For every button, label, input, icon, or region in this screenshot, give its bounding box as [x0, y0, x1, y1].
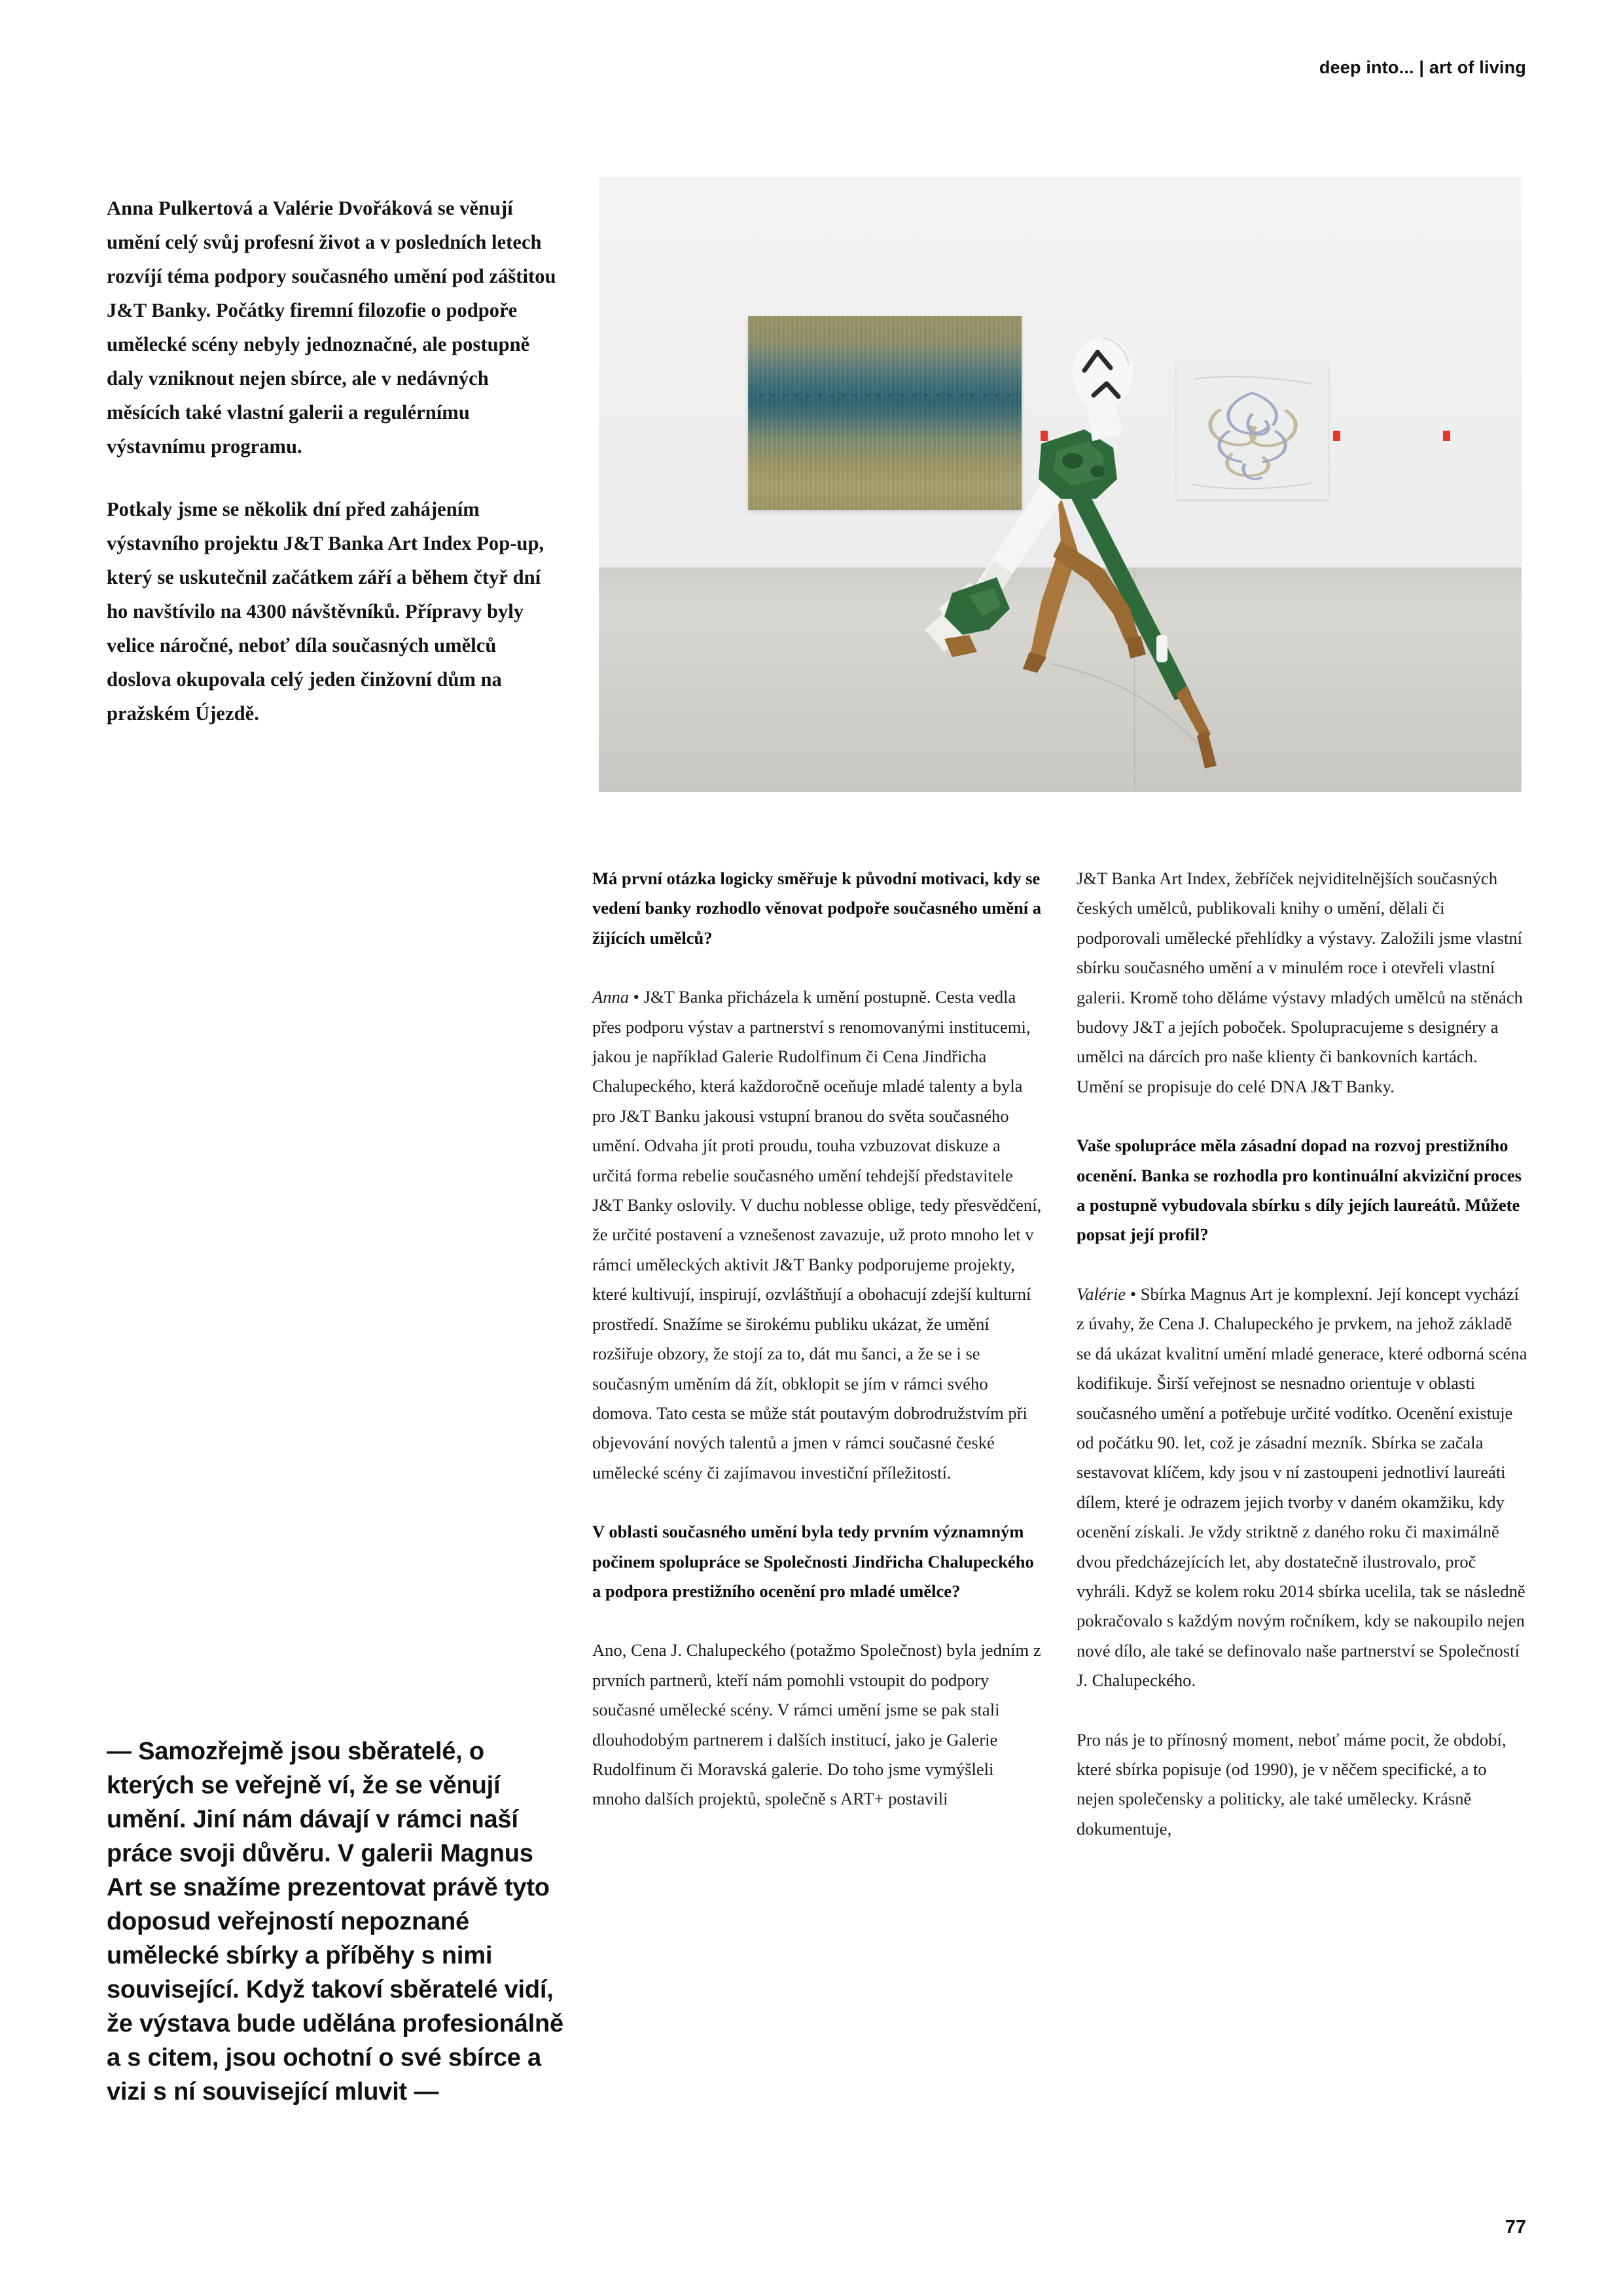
body-column-middle [592, 864, 1044, 1814]
answer-3 [1077, 1280, 1528, 1696]
question-1: Má první otázka logicky směřuje k původní motivaci, kdy se vedení banky rozhodlo věnovat podpoře současného umění a žijících umělců? [592, 869, 1042, 948]
answer-2-continuation: J&T Banka Art Index, žebříček nejviditelnějších současných českých umělců, publikovali knihy o umění, dělali či podporovali umělecké přehlídky a výstavy. Založili jsme vlastní sbírku současného umění a v minulém roce i otevřeli vlastní galerii. Kromě toho děláme výstavy mladých umělců na stěnách budovy J&T a jejích poboček. Spolupracujeme s designéry a umělci na dárcích pro naše klienty či bankovních kartách. Umění se propisuje do celé DNA J&T Banky. [1077, 869, 1523, 1096]
answer-3-text: Sbírka Magnus Art je komplexní. Její koncept vychází z úvahy, že Cena J. Chalupeckého je prvkem, na jehož základě se dá ukázat kvalitní umění mladé generace, které odborná scéna kodifikuje. Širší veřejnost se nesnadno orientuje v oblasti současného umění a potřebuje určité vodítko. Ocenění existuje od počátku 90. let, což je zásadní mezník. Sbírka se začala sestavovat klíčem, kdy jsou v ní zastoupeni jednotliví laureáti dílem, které je odrazem jejich tvorby v daném okamžiku, kdy ocenění získali. Je vždy striktně z daného roku či maximálně dvou předcházejících let, aby dostatečně ilustrovalo, proč vyhráli. Když se kolem roku 2014 sbírka ucelila, tak se následně pokračovalo s každým novým ročníkem, kdy se nakoupilo nejen nové dílo, ale také se definovalo naše partnerství se Společností J. Chalupeckého. [1077, 1283, 1527, 1691]
pull-quote: — Samozřejmě jsou sběratelé, o kterých se veřejně ví, že se věnují umění. Jiní nám dávají v rámci naší práce svoji důvěru. V galerii Magnus Art se snažíme prezentovat právě tyto doposud veřejností nepoznané umělecké sbírky a příběhy s nimi související. Když takoví sběratelé vidí, že výstava bude udělána profesionálně a s citem, jsou ochotní o své sbírce a vizi s ní související mluvit — [107, 1738, 563, 2106]
intro-paragraph-1: Anna Pulkertová a Valérie Dvořáková se věnují umění celý svůj profesní život a v posledních letech rozvíjí téma podpory současného umění pod záštitou J&T Banky. Počátky firemní filozofie o podpoře umělecké scény nebyly jednoznačné, ale postupně daly vzniknout nejen sbírce, ale v nedávných měsících také vlastní galerii a regulérnímu výstavnímu programu. [107, 197, 556, 457]
running-header: deep into... | art of living [1319, 58, 1526, 77]
answer-1-separator: • [629, 987, 644, 1007]
page-number: 77 [1505, 2217, 1526, 2238]
body-column-right [1077, 864, 1528, 1844]
question-2: V oblasti současného umění byla tedy prvním významným počinem spolupráce se Společnosti Jindřicha Chalupeckého a podpora prestižního ocenění pro mladé umělce? [592, 1522, 1034, 1601]
wooden-figure-sculpture-icon [599, 177, 1522, 792]
answer-3-speaker: Valérie [1077, 1283, 1126, 1304]
answer-1-speaker: Anna [592, 987, 630, 1007]
answer-3-separator: • [1126, 1283, 1141, 1304]
answer-3-continuation: Pro nás je to přínosný moment, neboť máme pocit, že období, které sbírka popisuje (od 1990), je v něčem specifické, a to nejen společensky a politicky, ale také umělecky. Krásně dokumentuje, [1077, 1729, 1507, 1839]
answer-2: Ano, Cena J. Chalupeckého (potažmo Společnost) byla jedním z prvních partnerů, kteří nám pomohli vstoupit do podpory současné umělecké scény. V rámci umění jsme se pak stali dlouhodobým partnerem i dalších institucí, jako je Galerie Rudolfinum či Moravská galerie. Do toho jsme vymýšleli mnoho dalších projektů, společně s ART+ postavili [592, 1640, 1041, 1809]
question-3: Vaše spolupráce měla zásadní dopad na rozvoj prestižního ocenění. Banka se rozhodla pro kontinuální akviziční proces a postupně vybudovala sbírku s díly jejích laureátů. Můžete popsat její profil? [1077, 1136, 1522, 1245]
answer-1 [592, 982, 1044, 1488]
intro-paragraph-2: Potkaly jsme se několik dní před zahájením výstavního projektu J&T Banka Art Index Pop-up, který se uskutečnil začátkem září a během čtyř dní ho navštívilo na 4300 návštěvníků. Přípravy byly velice náročné, neboť díla současných umělců doslova okupovala celý jeden činžovní dům na pražském Újezdě. [107, 498, 544, 725]
answer-1-text: J&T Banka přicházela k umění postupně. Cesta vedla přes podporu výstav a partnerství s renomovanými institucemi, jakou je například Galerie Rudolfinum či Cena Jindřicha Chalupeckého, která každoročně oceňuje mladé talenty a byla pro J&T Banku jakousi vstupní branou do světa současného umění. Odvaha jít proti proudu, touha vzbuzovat diskuze a určitá forma rebelie současného umění tehdejší představitele J&T Banky oslovily. V duchu noblesse oblige, tedy přesvědčení, že určité postavení a vznešenost zavazuje, už proto mnoho let v rámci uměleckých aktivit J&T Banky podporujeme projekty, které kultivují, inspirují, ozvláštňují a obohacují zdejší kulturní prostředí. Snažíme se širokému publiku ukázat, že umění rozšiřuje obzory, že stojí za to, dát mu šanci, a že se i se současným uměním dá žít, obklopit se jím v rámci svého domova. Tato cesta se může stát poutavým dobrodružstvím při objevování nových talentů a jmen v rámci současné české umělecké scény či zajímavou investiční příležitostí. [592, 987, 1042, 1482]
intro-column [107, 191, 565, 759]
gallery-installation-photo [599, 177, 1522, 792]
